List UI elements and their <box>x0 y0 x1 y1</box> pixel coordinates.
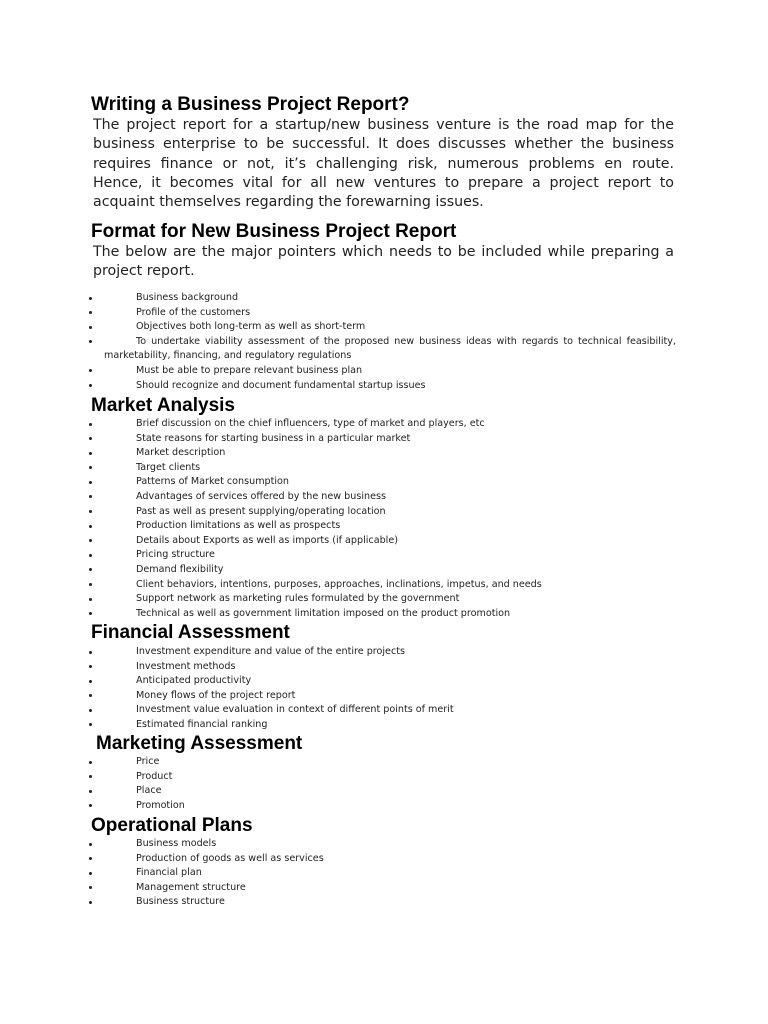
list-item: Target clients <box>0 461 768 476</box>
list-item: Investment value evaluation in context of different points of merit <box>0 703 768 718</box>
bullet-icon <box>89 369 92 372</box>
bullet-icon <box>89 723 92 726</box>
bullet-icon <box>89 510 92 513</box>
bullet-icon <box>89 886 92 889</box>
list-item: Pricing structure <box>0 548 768 563</box>
bullet-icon <box>89 326 92 329</box>
bullet-icon <box>89 680 92 683</box>
bullet-icon <box>89 481 92 484</box>
list-item: Brief discussion on the chief influencers, type of market and players, etc <box>0 417 768 432</box>
list-item: Patterns of Market consumption <box>0 475 768 490</box>
bullet-icon <box>89 790 92 793</box>
list-item: Production of goods as well as services <box>0 852 768 867</box>
section-heading-marketing-assessment: Marketing Assessment <box>96 733 303 754</box>
list-item: Place <box>0 784 768 799</box>
bullet-icon <box>89 872 92 875</box>
bullet-icon <box>89 340 92 343</box>
list-item: Estimated financial ranking <box>0 718 768 733</box>
bullet-icon <box>89 437 92 440</box>
bullet-icon <box>89 598 92 601</box>
section-heading-operational-plans: Operational Plans <box>91 815 253 836</box>
list-item: Investment expenditure and value of the entire projects <box>0 645 768 660</box>
list-item: Management structure <box>0 881 768 896</box>
list-item: Demand flexibility <box>0 563 768 578</box>
list-item: Support network as marketing rules formulated by the government <box>0 592 768 607</box>
list-item: Must be able to prepare relevant business plan <box>0 364 768 379</box>
list-item: Past as well as present supplying/operating location <box>0 505 768 520</box>
bullet-icon <box>89 297 92 300</box>
bullet-icon <box>89 311 92 314</box>
list-item: Business models <box>0 837 768 852</box>
bullet-icon <box>89 694 92 697</box>
bullet-icon <box>89 651 92 654</box>
bullet-icon <box>89 804 92 807</box>
list-item: Business background <box>0 291 768 306</box>
bullet-icon <box>89 495 92 498</box>
bullet-icon <box>89 539 92 542</box>
bullet-icon <box>89 466 92 469</box>
section-heading-writing-report: Writing a Business Project Report? <box>91 94 410 115</box>
list-item: State reasons for starting business in a particular market <box>0 432 768 447</box>
financial-assessment-list <box>0 645 768 733</box>
bullet-icon <box>89 709 92 712</box>
bullet-icon <box>89 423 92 426</box>
list-item: Production limitations as well as prospects <box>0 519 768 534</box>
list-item: Technical as well as government limitation imposed on the product promotion <box>0 607 768 622</box>
format-list <box>0 291 768 393</box>
list-item: Objectives both long-term as well as short-term <box>0 320 768 335</box>
list-item: Financial plan <box>0 866 768 881</box>
list-item: Anticipated productivity <box>0 674 768 689</box>
section-heading-format: Format for New Business Project Report <box>91 221 457 242</box>
list-item: Client behaviors, intentions, purposes, approaches, inclinations, impetus, and needs <box>0 578 768 593</box>
bullet-icon <box>89 901 92 904</box>
bullet-icon <box>89 525 92 528</box>
bullet-icon <box>89 775 92 778</box>
list-item: Investment methods <box>0 660 768 675</box>
list-item: Market description <box>0 446 768 461</box>
marketing-assessment-list <box>0 755 768 813</box>
list-item: Price <box>0 755 768 770</box>
list-item: Advantages of services offered by the new business <box>0 490 768 505</box>
bullet-icon <box>89 843 92 846</box>
list-item: Money flows of the project report <box>0 689 768 704</box>
list-item: Should recognize and document fundamental startup issues <box>0 379 768 394</box>
list-item: Profile of the customers <box>0 306 768 321</box>
bullet-icon <box>89 612 92 615</box>
bullet-icon <box>89 583 92 586</box>
list-item: Business structure <box>0 895 768 910</box>
format-paragraph: The below are the major pointers which needs to be included while preparing a project report. <box>93 244 674 280</box>
bullet-icon <box>89 384 92 387</box>
list-item: Product <box>0 770 768 785</box>
operational-plans-list <box>0 837 768 910</box>
intro-paragraph: The project report for a startup/new business venture is the road map for the business enterprise to be successful. It does discusses whether the business requires finance or not, it’s challenging risk, numerous problems en route. Hence, it becomes vital for all new ventures to prepare a project report to acquaint themselves regarding the forewarning issues. <box>93 117 674 211</box>
bullet-icon <box>89 761 92 764</box>
list-item: To undertake viability assessment of the proposed new business ideas with regards to technical feasibility, marketability, financing, and regulatory regulations <box>0 335 768 364</box>
section-heading-market-analysis: Market Analysis <box>91 395 235 416</box>
bullet-icon <box>89 857 92 860</box>
bullet-icon <box>89 554 92 557</box>
bullet-icon <box>89 568 92 571</box>
bullet-icon <box>89 665 92 668</box>
bullet-icon <box>89 452 92 455</box>
market-analysis-list <box>0 417 768 621</box>
list-item: Details about Exports as well as imports (if applicable) <box>0 534 768 549</box>
section-heading-financial-assessment: Financial Assessment <box>91 622 290 643</box>
list-item: Promotion <box>0 799 768 814</box>
